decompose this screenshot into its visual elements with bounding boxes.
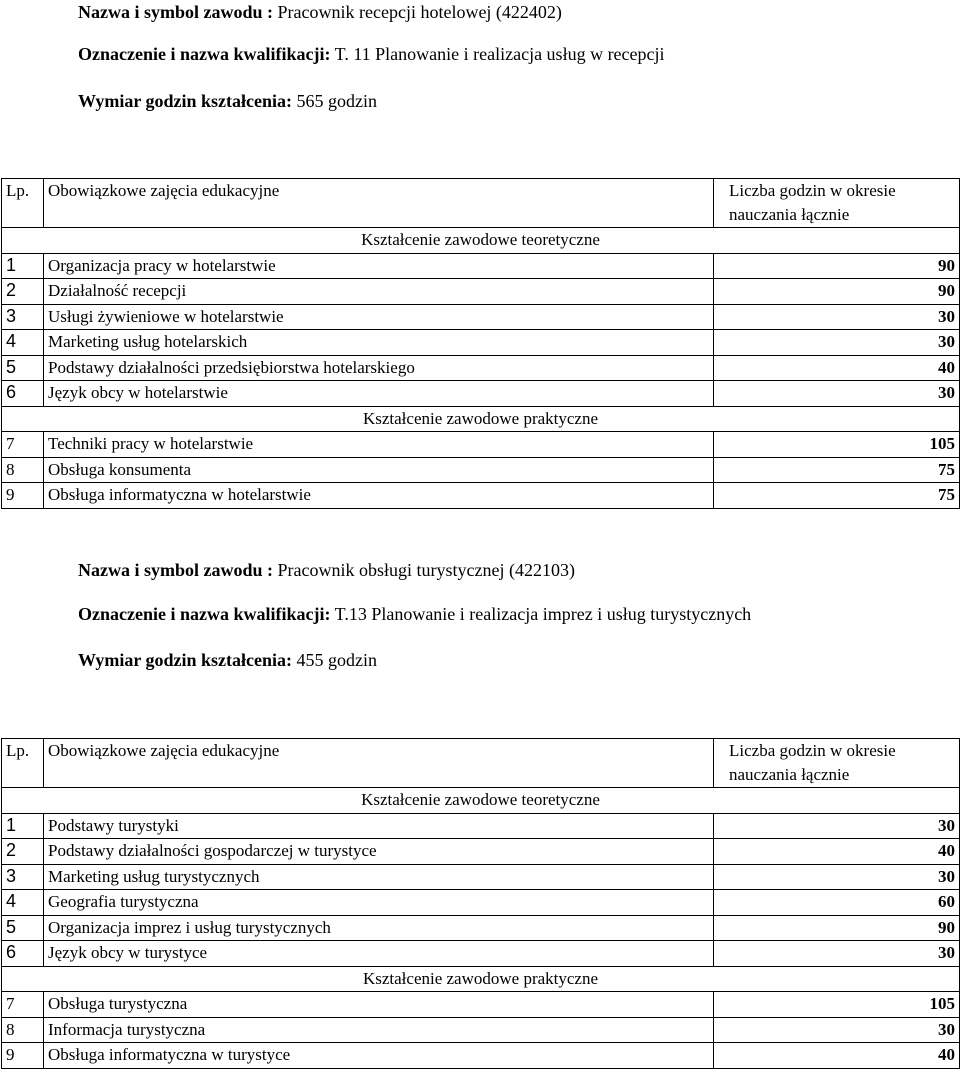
header-lp: Lp. <box>2 179 44 228</box>
qualification-line <box>78 44 665 64</box>
table-header-row <box>2 179 960 228</box>
hours-line <box>78 91 377 111</box>
row-number: 1 <box>2 813 44 839</box>
row-subject: Obsługa informatyczna w turystyce <box>44 1043 714 1069</box>
table-row <box>2 915 960 941</box>
row-hours: 75 <box>714 483 960 509</box>
row-number: 5 <box>2 355 44 381</box>
row-subject: Podstawy działalności gospodarczej w turystyce <box>44 839 714 865</box>
header-hours: Liczba godzin w okresie nauczania łącznie <box>714 739 960 788</box>
row-hours: 30 <box>714 304 960 330</box>
header-subject: Obowiązkowe zajęcia edukacyjne <box>44 739 714 788</box>
row-number: 4 <box>2 330 44 356</box>
table-row <box>2 330 960 356</box>
row-subject: Działalność recepcji <box>44 279 714 305</box>
table-row <box>2 304 960 330</box>
table-row <box>2 941 960 967</box>
row-subject: Marketing usług turystycznych <box>44 864 714 890</box>
qualification-line <box>78 604 751 624</box>
hours-value: 565 godzin <box>296 91 377 111</box>
row-hours: 30 <box>714 1017 960 1043</box>
row-subject: Organizacja imprez i usług turystycznych <box>44 915 714 941</box>
hours-label: Wymiar godzin kształcenia: <box>78 650 292 670</box>
table-row <box>2 1017 960 1043</box>
hours-value: 455 godzin <box>296 650 377 670</box>
header-subject: Obowiązkowe zajęcia edukacyjne <box>44 179 714 228</box>
header-hours: Liczba godzin w okresie nauczania łącznie <box>714 179 960 228</box>
hours-label: Wymiar godzin kształcenia: <box>78 91 292 111</box>
courses-table <box>1 738 960 1069</box>
table-row <box>2 381 960 407</box>
row-number: 8 <box>2 1017 44 1043</box>
profession-value: Pracownik recepcji hotelowej (422402) <box>277 2 562 22</box>
table-row <box>2 253 960 279</box>
table-row <box>2 890 960 916</box>
qualification-label: Oznaczenie i nazwa kwalifikacji: <box>78 44 331 64</box>
section-row <box>2 788 960 814</box>
row-subject: Obsługa konsumenta <box>44 457 714 483</box>
row-subject: Obsługa turystyczna <box>44 992 714 1018</box>
row-hours: 30 <box>714 864 960 890</box>
row-number: 9 <box>2 1043 44 1069</box>
section-row <box>2 228 960 254</box>
table-row <box>2 992 960 1018</box>
row-hours: 40 <box>714 1043 960 1069</box>
row-hours: 30 <box>714 941 960 967</box>
row-hours: 60 <box>714 890 960 916</box>
table-row <box>2 864 960 890</box>
section-practice-label: Kształcenie zawodowe praktyczne <box>2 406 960 432</box>
row-number: 4 <box>2 890 44 916</box>
profession-line <box>78 2 562 22</box>
row-number: 9 <box>2 483 44 509</box>
table-row <box>2 432 960 458</box>
section-practice-label: Kształcenie zawodowe praktyczne <box>2 966 960 992</box>
row-subject: Organizacja pracy w hotelarstwie <box>44 253 714 279</box>
row-number: 6 <box>2 941 44 967</box>
row-subject: Techniki pracy w hotelarstwie <box>44 432 714 458</box>
row-hours: 90 <box>714 253 960 279</box>
row-hours: 90 <box>714 279 960 305</box>
row-hours: 30 <box>714 813 960 839</box>
profession-label: Nazwa i symbol zawodu : <box>78 2 274 22</box>
row-hours: 75 <box>714 457 960 483</box>
table-row <box>2 813 960 839</box>
row-number: 3 <box>2 304 44 330</box>
row-hours: 40 <box>714 839 960 865</box>
profession-label: Nazwa i symbol zawodu : <box>78 560 274 580</box>
section-theory-label: Kształcenie zawodowe teoretyczne <box>2 788 960 814</box>
courses-table <box>1 178 960 509</box>
row-subject: Podstawy działalności przedsiębiorstwa hotelarskiego <box>44 355 714 381</box>
qualification-label: Oznaczenie i nazwa kwalifikacji: <box>78 604 331 624</box>
header-lp: Lp. <box>2 739 44 788</box>
row-number: 8 <box>2 457 44 483</box>
row-number: 7 <box>2 992 44 1018</box>
row-subject: Podstawy turystyki <box>44 813 714 839</box>
row-number: 7 <box>2 432 44 458</box>
qualification-value: T.13 Planowanie i realizacja imprez i usług turystycznych <box>334 604 752 624</box>
row-subject: Marketing usług hotelarskich <box>44 330 714 356</box>
row-number: 6 <box>2 381 44 407</box>
table-row <box>2 483 960 509</box>
section-row <box>2 406 960 432</box>
row-subject: Geografia turystyczna <box>44 890 714 916</box>
row-subject: Obsługa informatyczna w hotelarstwie <box>44 483 714 509</box>
row-number: 3 <box>2 864 44 890</box>
qualification-value: T. 11 Planowanie i realizacja usług w recepcji <box>334 44 665 64</box>
row-number: 2 <box>2 279 44 305</box>
table-row <box>2 1043 960 1069</box>
hours-line <box>78 650 377 670</box>
row-subject: Język obcy w hotelarstwie <box>44 381 714 407</box>
table-header-row <box>2 739 960 788</box>
row-hours: 30 <box>714 330 960 356</box>
row-hours: 105 <box>714 432 960 458</box>
row-subject: Usługi żywieniowe w hotelarstwie <box>44 304 714 330</box>
row-hours: 40 <box>714 355 960 381</box>
row-subject: Język obcy w turystyce <box>44 941 714 967</box>
table-row <box>2 355 960 381</box>
row-subject: Informacja turystyczna <box>44 1017 714 1043</box>
profession-value: Pracownik obsługi turystycznej (422103) <box>277 560 575 580</box>
row-number: 2 <box>2 839 44 865</box>
profession-line <box>78 560 575 580</box>
row-hours: 90 <box>714 915 960 941</box>
table-row <box>2 839 960 865</box>
row-number: 1 <box>2 253 44 279</box>
row-hours: 105 <box>714 992 960 1018</box>
section-row <box>2 966 960 992</box>
row-number: 5 <box>2 915 44 941</box>
row-hours: 30 <box>714 381 960 407</box>
section-theory-label: Kształcenie zawodowe teoretyczne <box>2 228 960 254</box>
table-row <box>2 279 960 305</box>
table-row <box>2 457 960 483</box>
